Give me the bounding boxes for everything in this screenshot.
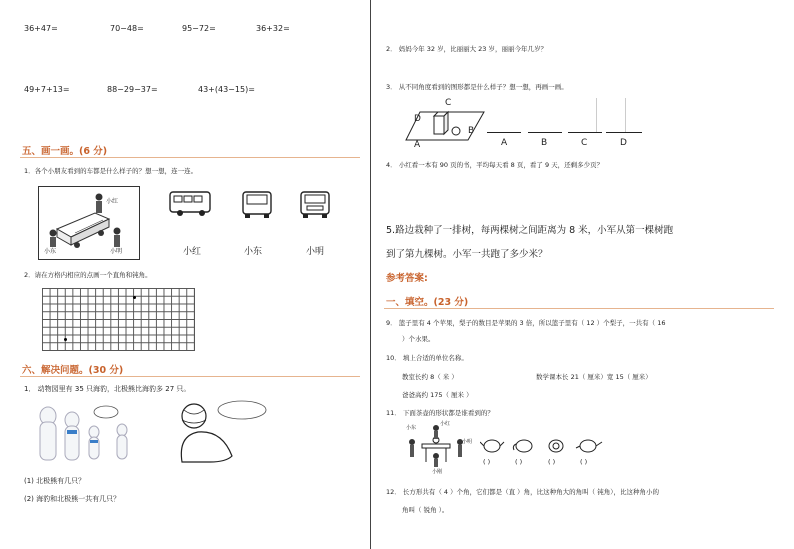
q3-blank-d[interactable] [606, 132, 642, 133]
calc-1: 36+47= [24, 24, 58, 33]
dot-grid[interactable] [42, 288, 195, 351]
answer-11: 11． 下面茶壶的形状都是谁看到的？ [386, 409, 494, 417]
q3-letter-d: D [414, 114, 421, 124]
kid-name-xiaohong: 小红 [440, 421, 451, 427]
calc-2: 70−48= [110, 24, 144, 33]
figure-label-xiaohong: 小红 [106, 198, 119, 205]
q3-guide-2 [625, 98, 626, 132]
kid-name-xiaogang: 小刚 [432, 469, 443, 475]
answers-rule [384, 308, 774, 309]
right-q2: 2． 妈妈今年 32 岁，比丽丽大 23 岁，丽丽今年几岁？ [386, 45, 548, 53]
right-q4: 4． 小红看一本有 90 页的书，平均每天看 8 页，看了 9 天，还剩多少页？ [386, 161, 604, 169]
calc-7: 43+(43−15)= [198, 85, 255, 94]
answer-10-item2: 数学课本长 21（ 厘米）宽 15（ 厘米） [536, 373, 652, 381]
section5-q1: 1．各个小朋友看到的车都是什么样子的？想一想，连一连。 [24, 167, 198, 175]
section6-title: 六、解决问题。(30 分) [22, 365, 124, 376]
answer-10: 10． 填上合适的单位名称。 [386, 354, 468, 362]
answer-12-line1: 12． 长方形共有（ 4 ）个角，它们都是（直 ）角，比这种角大的角叫（ 钝角），比这种角小的 [386, 488, 659, 496]
teapot-views [480, 436, 610, 454]
calc-6: 88−29−37= [107, 85, 158, 94]
answer-10-item3: 爸爸高约 175（ 厘米 ） [402, 391, 473, 399]
name-xiaohong: 小红 [183, 247, 202, 257]
kid-name-xiaodong: 小东 [406, 425, 417, 431]
q3-blank-c[interactable] [568, 132, 602, 133]
figure-label-xiaoming: 小明 [110, 248, 123, 255]
kid-name-xiaoming: 小明 [462, 439, 473, 445]
section6-sub2: (2) 海豹和北极熊一共有几只？ [24, 495, 121, 503]
q3-answer-d: D [620, 138, 627, 148]
answers-section1: 一、填空。(23 分) [386, 297, 469, 308]
right-q5-line1: 5.路边栽种了一排树，每两棵树之间距离为 8 米，小军从第一棵树跑 [386, 225, 674, 236]
teapot-blank-2[interactable]: ( ) [515, 458, 523, 466]
right-q5-line2: 到了第九棵树。小军一共跑了多少米？ [386, 249, 548, 260]
q3-blank-a[interactable] [487, 132, 521, 133]
section5-rule [20, 157, 360, 158]
bus-front-view [298, 190, 332, 220]
teapot-blank-1[interactable]: ( ) [483, 458, 491, 466]
q3-blank-b[interactable] [528, 132, 562, 133]
answer-10-item1: 教室长约 8（ 米 ） [402, 373, 458, 381]
answer-9-line1: 9． 篮子里有 4 个苹果，梨子的数目是苹果的 3 倍，所以篮子里有（ 12 ）个梨子，一共有（ 16 [386, 319, 666, 327]
q3-answer-a: A [501, 138, 508, 148]
bus-back-view [240, 190, 274, 220]
q3-letter-c: C [445, 98, 452, 108]
figure-label-xiaodong: 小东 [44, 248, 57, 255]
section5-q2: 2．请在方格内相应的点画一个直角和钝角。 [24, 271, 152, 279]
grid-point-1 [133, 296, 136, 299]
section6-rule [20, 376, 360, 377]
q3-answer-c: C [581, 138, 588, 148]
section6-q1: 1． 动物园里有 35 只海豹，北极熊比海豹多 27 只。 [24, 385, 191, 393]
calc-3: 95−72= [182, 24, 216, 33]
q3-letter-a: A [414, 140, 421, 150]
name-xiaoming: 小明 [306, 247, 325, 257]
section6-sub1: (1) 北极熊有几只？ [24, 477, 86, 485]
answers-title: 参考答案: [386, 273, 428, 284]
column-divider [370, 0, 371, 549]
teapot-blank-3[interactable]: ( ) [548, 458, 556, 466]
teapot-blank-4[interactable]: ( ) [580, 458, 588, 466]
answer-9-line2: ）个水果。 [402, 335, 435, 343]
q3-guide-1 [596, 98, 597, 132]
calc-5: 49+7+13= [24, 85, 70, 94]
q3-answer-b: B [541, 138, 548, 148]
calc-4: 36+32= [256, 24, 290, 33]
bus-side-view [168, 190, 214, 218]
answer-12-line2: 角叫（ 锐角 ）。 [402, 506, 449, 514]
seal-picture [170, 396, 270, 466]
section5-title: 五、画一画。(6 分) [22, 146, 108, 157]
right-q3: 3． 从不同角度看到的图形都是什么样子？想一想，再画一画。 [386, 83, 568, 91]
q3-letter-b: B [468, 126, 475, 136]
name-xiaodong: 小东 [244, 247, 263, 257]
grid-point-2 [64, 338, 67, 341]
polar-bears-picture [36, 396, 136, 466]
